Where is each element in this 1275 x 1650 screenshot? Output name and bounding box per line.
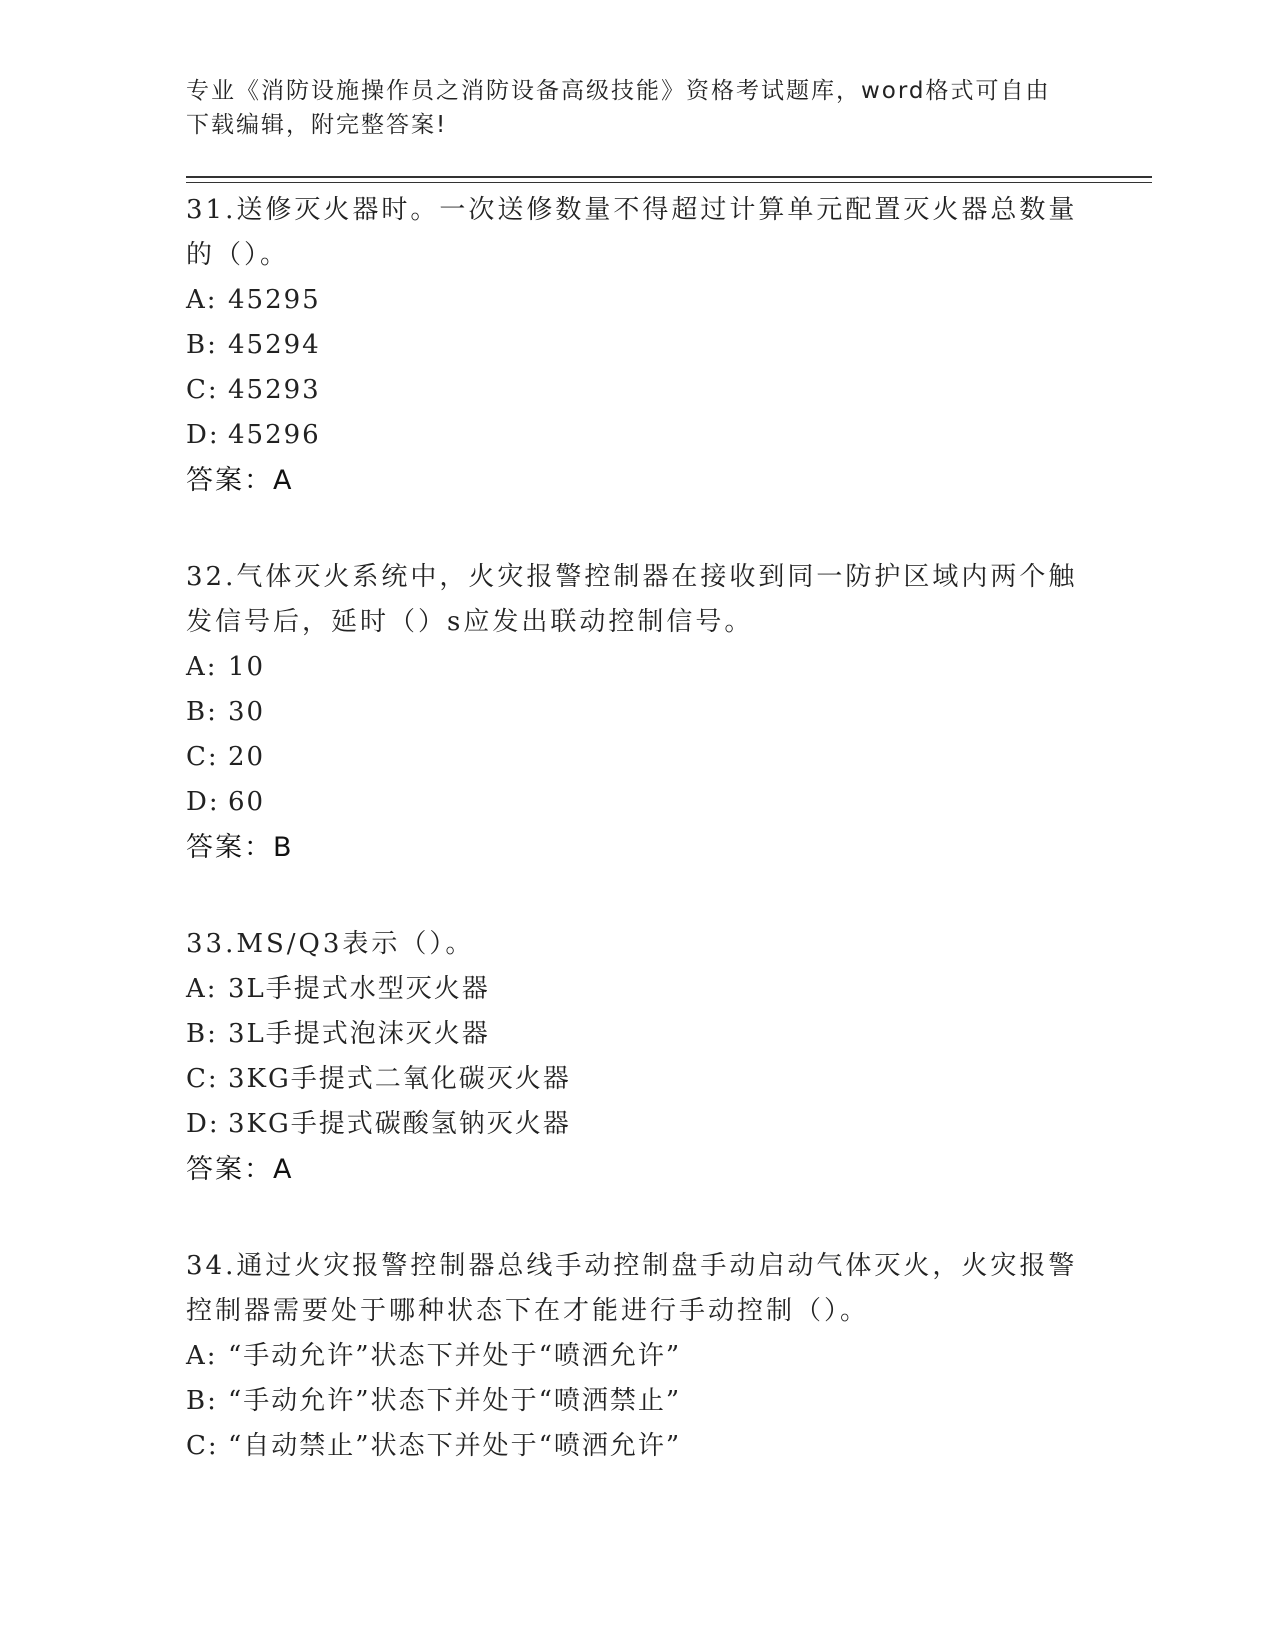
option-b	[186, 323, 1086, 368]
option-label: B:	[186, 330, 218, 360]
option-label: A:	[186, 974, 218, 1004]
option-text: 20	[228, 742, 266, 772]
option-text: 30	[228, 697, 266, 727]
option-d	[186, 1102, 1086, 1147]
answer-line: 答案：A	[186, 465, 294, 496]
option-text: 45295	[228, 285, 321, 315]
option-label: D:	[186, 787, 220, 817]
question-32	[186, 555, 1086, 870]
option-label: C:	[186, 1064, 219, 1094]
answer-line: 答案：A	[186, 1154, 294, 1185]
question-spacer	[186, 503, 1086, 555]
option-text: 3L手提式泡沫灭火器	[228, 1019, 490, 1049]
option-text: 10	[228, 652, 266, 682]
question-text: 32.气体灭火系统中，火灾报警控制器在接收到同一防护区域内两个触发信号后，延时（）s应发出联动控制信号。	[186, 562, 1078, 637]
option-a	[186, 278, 1086, 323]
option-b	[186, 1379, 1086, 1424]
option-text: 45296	[228, 420, 321, 450]
option-c	[186, 1057, 1086, 1102]
option-label: A:	[186, 1341, 218, 1371]
answer-line: 答案：B	[186, 832, 294, 863]
option-text: 45294	[228, 330, 321, 360]
option-label: B:	[186, 1386, 218, 1416]
option-a	[186, 967, 1086, 1012]
question-spacer	[186, 1192, 1086, 1244]
option-label: B:	[186, 1019, 218, 1049]
question-text: 31.送修灭火器时。一次送修数量不得超过计算单元配置灭火器总数量的（）。	[186, 195, 1078, 270]
question-31	[186, 188, 1086, 503]
option-label: C:	[186, 1431, 219, 1461]
question-34	[186, 1244, 1086, 1469]
question-spacer	[186, 870, 1086, 922]
option-d	[186, 780, 1086, 825]
option-text: “手动允许”状态下并处于“喷洒允许”	[228, 1341, 682, 1371]
option-text: “自动禁止”状态下并处于“喷洒允许”	[228, 1431, 682, 1461]
option-text: 60	[228, 787, 266, 817]
option-label: C:	[186, 375, 219, 405]
option-text: 3KG手提式二氧化碳灭火器	[228, 1064, 571, 1094]
option-label: B:	[186, 697, 218, 727]
option-label: A:	[186, 652, 218, 682]
option-d	[186, 413, 1086, 458]
option-text: 3KG手提式碳酸氢钠灭火器	[228, 1109, 571, 1139]
question-text: 33.MS/Q3表示（）。	[186, 929, 475, 959]
option-b	[186, 1012, 1086, 1057]
option-text: “手动允许”状态下并处于“喷洒禁止”	[228, 1386, 682, 1416]
option-a	[186, 1334, 1086, 1379]
header-divider-thick	[186, 176, 1152, 178]
option-text: 3L手提式水型灭火器	[228, 974, 490, 1004]
document-header: 专业《消防设施操作员之消防设备高级技能》资格考试题库，word格式可自由下载编辑，附完整答案!	[186, 78, 1051, 138]
option-c	[186, 368, 1086, 413]
option-c	[186, 1424, 1086, 1469]
option-c	[186, 735, 1086, 780]
option-label: D:	[186, 420, 220, 450]
option-label: D:	[186, 1109, 220, 1139]
option-text: 45293	[228, 375, 321, 405]
option-label: C:	[186, 742, 219, 772]
question-33	[186, 922, 1086, 1192]
question-list	[186, 188, 1086, 1469]
header-divider-thin	[186, 182, 1152, 183]
option-label: A:	[186, 285, 218, 315]
option-b	[186, 690, 1086, 735]
option-a	[186, 645, 1086, 690]
question-text: 34.通过火灾报警控制器总线手动控制盘手动启动气体灭火，火灾报警控制器需要处于哪种状态下在才能进行手动控制（）。	[186, 1251, 1078, 1326]
